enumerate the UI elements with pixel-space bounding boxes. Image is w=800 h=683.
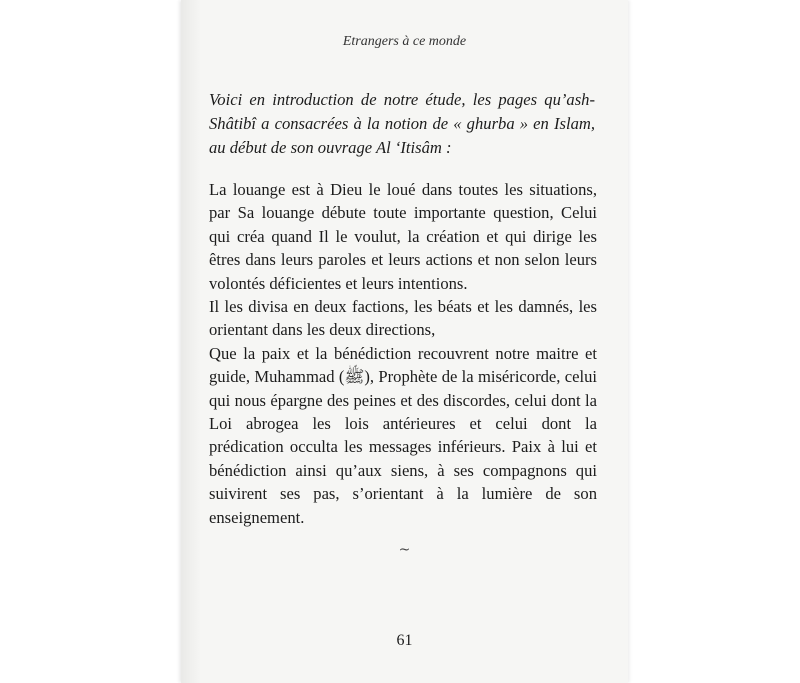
body-paragraph-1: La louange est à Dieu le loué dans toutes les situations, par Sa louange débute toute importante question, Celui qui créa quand Il le voulut, la création et qui dirige les êtres dans leurs paroles et leurs actions et non selon leurs volontés déficientes et leurs intentions.: [209, 180, 597, 293]
book-page: [181, 0, 628, 683]
intro-paragraph: Voici en introduction de notre étude, les pages qu’ash-Shâtibî a consacrées à la notion de « ghurba » en Islam, au début de son ouvrage Al ‘Itisâm :: [209, 90, 595, 157]
body-text: [209, 178, 597, 529]
section-ornament: ~: [398, 542, 411, 558]
body-paragraph-2: Il les divisa en deux factions, les béats et les damnés, les orientant dans les deux directions,: [209, 297, 597, 340]
running-head: Etrangers à ce monde: [342, 34, 467, 49]
body-paragraph-3: Que la paix et la bénédiction recouvrent notre maitre et guide, Muhammad (ﷺ), Prophète de la miséricorde, celui qui nous épargne des peines et des discordes, celui dont la Loi abrogea les lois antérieures et celui dont la prédication occulta les messages inférieurs. Paix à lui et bénédiction ainsi qu’aux siens, à ses compagnons qui suivirent ses pas, s’orientant à la lumière de son enseignement.: [209, 343, 597, 527]
page-number: 61: [396, 632, 413, 649]
